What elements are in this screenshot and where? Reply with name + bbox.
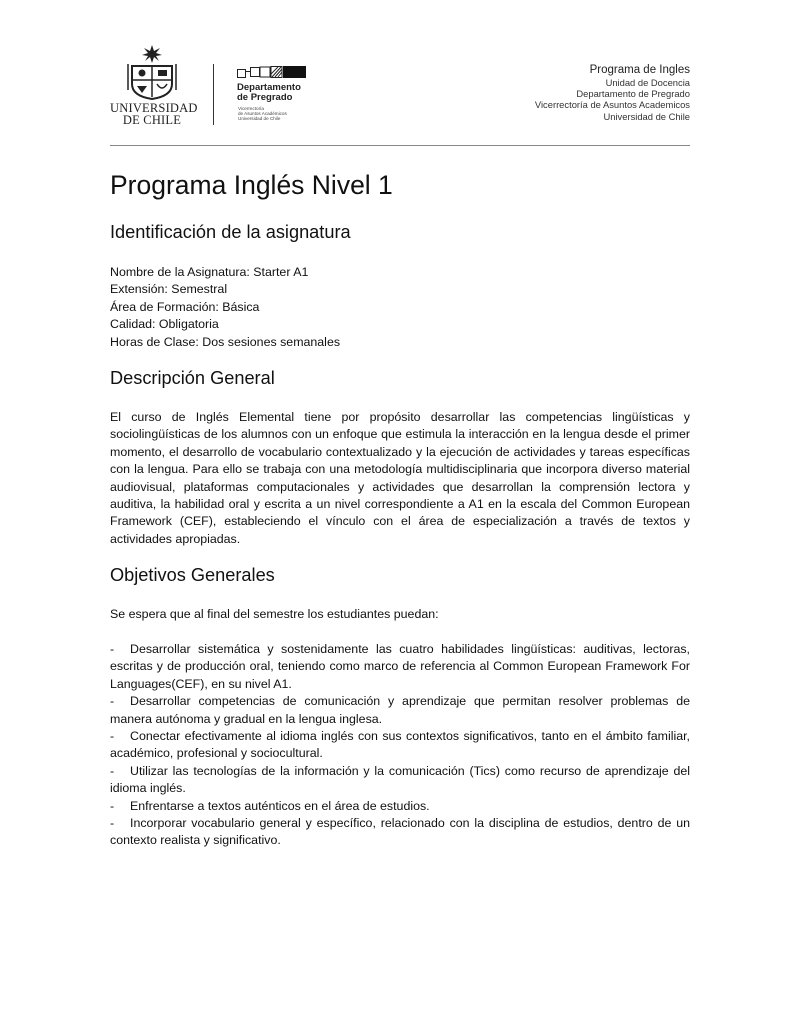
identification-fields — [110, 264, 690, 351]
identification-heading: Identificación de la asignatura — [110, 222, 351, 242]
program-info-line-4: Universidad de Chile — [603, 110, 690, 122]
department-sub-line-2: de Asuntos Académicos — [238, 111, 287, 117]
objective-text: Incorporar vocabulario general y específico, relacionado con la disciplina de estudios, dentro de un contexto realista y significativo. — [110, 816, 690, 848]
program-info — [535, 64, 690, 122]
list-dash: - — [110, 816, 115, 831]
header-rule — [110, 145, 690, 146]
list-item — [110, 763, 690, 798]
department-name-line-2: de Pregrado — [237, 92, 293, 103]
objective-text: Enfrentarse a textos auténticos en el área de estudios. — [130, 798, 430, 813]
list-item — [110, 728, 690, 763]
university-name-line-1: UNIVERSIDAD — [110, 101, 198, 115]
list-item — [110, 693, 690, 728]
program-info-line-1: Unidad de Docencia — [605, 77, 690, 88]
objectives-heading: Objetivos Generales — [110, 565, 275, 585]
department-name-line-1: Departamento — [237, 82, 301, 93]
objectives-intro: Se espera que al final del semestre los estudiantes puedan: — [110, 607, 439, 621]
objective-text: Utilizar las tecnologías de la información y la comunicación (Tics) como recurso de aprendizaje del idioma inglés. — [110, 763, 690, 796]
objectives-list — [110, 641, 690, 850]
page-header — [110, 40, 690, 145]
university-crest-icon — [122, 44, 182, 100]
department-sub-line-1: Vicerrectoría — [238, 106, 264, 111]
objective-text: Desarrollar competencias de comunicación y aprendizaje que permitan resolver problemas de manera autónoma y gradual en la lengua inglesa. — [110, 694, 690, 726]
list-item — [110, 641, 690, 693]
field-quality: Calidad: Obligatoria — [110, 317, 219, 332]
list-item — [110, 798, 690, 815]
department-squares-icon — [237, 66, 307, 78]
list-dash: - — [110, 798, 115, 813]
description-paragraph: El curso de Inglés Elemental tiene por propósito desarrollar las competencias lingüísticas y sociolingüísticas de los alumnos con un enfoque que estimula la interacción en la lengua desde el primer momento, el desarrollo de vocabulario contextualizado y la ejecución de actividades y tareas específicas con la lengua. Para ello se trabaja con una metodología multidisciplinaria que incorpora diverso material audiovisual, plataformas computacionales y actividades que desarrollan la comprensión lectora y auditiva, la habilidad oral y escrita a un nivel correspondiente a A1 en la escala del Common European Framework (CEF), estableciendo el vínculo con el área de especialización a través de textos y actividades apropiadas. — [110, 410, 690, 546]
program-info-line-3: Vicerrectoría de Asuntos Academicos — [534, 99, 690, 111]
field-class-hours: Horas de Clase: Dos sesiones semanales — [110, 334, 341, 349]
field-course-name: Nombre de la Asignatura: Starter A1 — [110, 265, 309, 279]
departamento-pregrado-logo — [237, 66, 307, 122]
objective-text: Conectar efectivamente al idioma inglés con sus contextos significativos, tanto en el ámbito familiar, académico, profesional y sociocultural. — [110, 729, 690, 761]
field-extension: Extensión: Semestral — [110, 282, 228, 297]
universidad-de-chile-logo — [110, 44, 198, 127]
header-divider — [213, 64, 214, 125]
document-title: Programa Inglés Nivel 1 — [110, 170, 393, 200]
list-dash: - — [110, 642, 115, 656]
department-sub-line-3: Universidad de Chile — [238, 116, 281, 122]
program-info-line-2: Departamento de Pregrado — [576, 88, 690, 100]
list-dash: - — [110, 763, 115, 778]
program-title: Programa de Ingles — [589, 64, 690, 76]
university-name-line-2: DE CHILE — [122, 113, 182, 127]
field-training-area: Área de Formación: Básica — [110, 299, 260, 314]
list-item — [110, 815, 690, 850]
objective-text: Desarrollar sistemática y sostenidamente las cuatro habilidades lingüísticas: auditivas, lectoras, escritas y de producción oral, teniendo como marco de referencia al Common European Framework For Languages(CEF), en su nivel A1. — [110, 642, 690, 691]
list-dash: - — [110, 729, 115, 744]
list-dash: - — [110, 694, 115, 709]
description-heading: Descripción General — [110, 368, 275, 388]
